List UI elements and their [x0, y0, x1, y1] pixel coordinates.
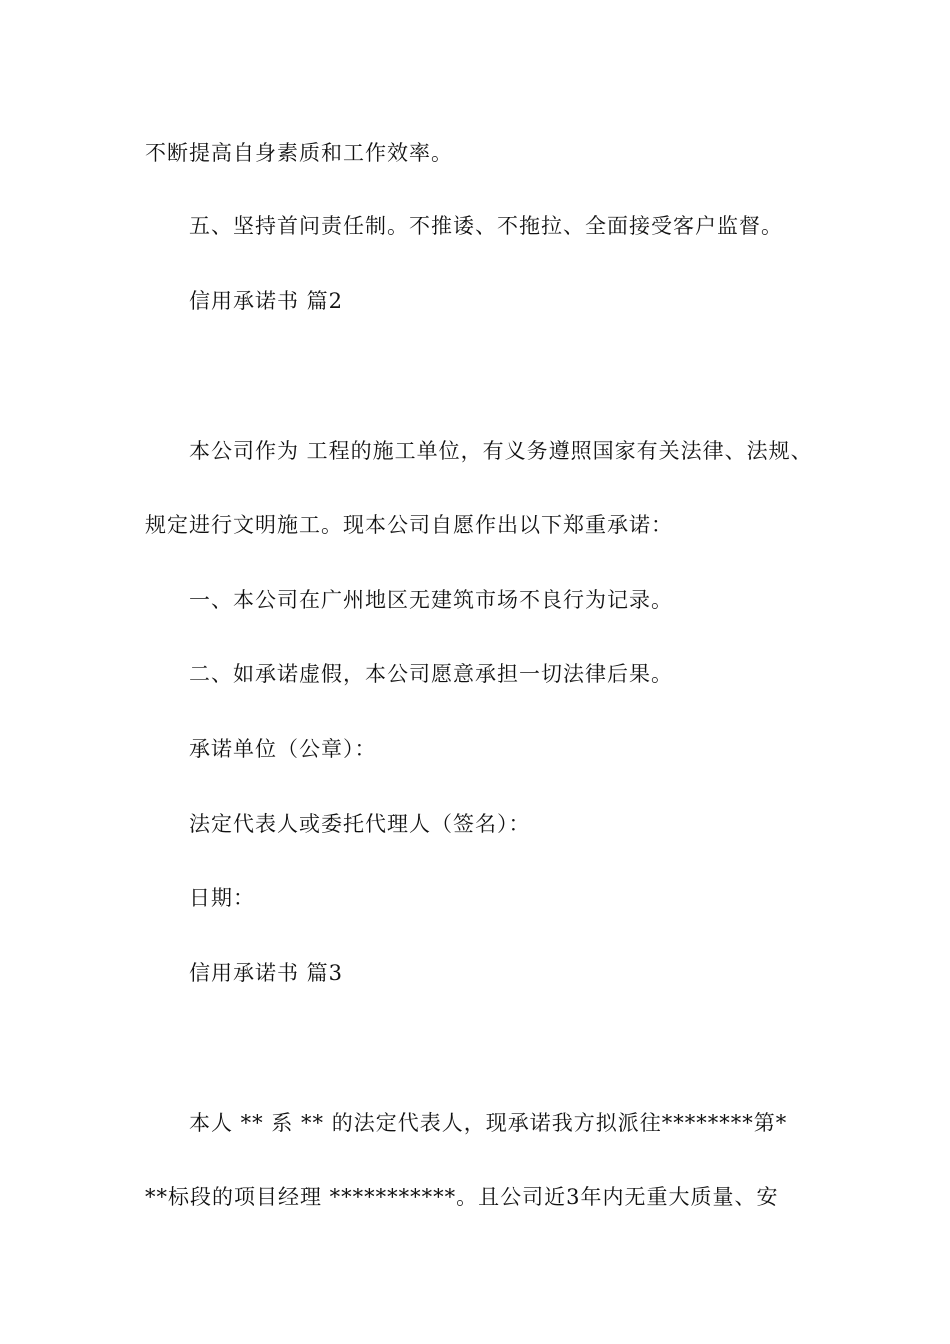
section-heading-2: 信用承诺书 篇2: [189, 289, 344, 313]
signature-representative-label: 法定代表人或委托代理人（签名）：: [189, 812, 531, 836]
date-label: 日期：: [189, 886, 255, 910]
paragraph-item-one: 一、本公司在广州地区无建筑市场不良行为记录。: [189, 588, 673, 612]
paragraph-commitment-line-2: **标段的项目经理 ***********。且公司近3年内无重大质量、安: [145, 1185, 779, 1209]
paragraph-intro-line-2: 规定进行文明施工。现本公司自愿作出以下郑重承诺：: [145, 513, 673, 537]
paragraph-commitment-line-1: 本人 ** 系 ** 的法定代表人，现承诺我方拟派往********第*: [189, 1111, 788, 1135]
signature-unit-label: 承诺单位（公章）：: [189, 737, 377, 761]
section-heading-3: 信用承诺书 篇3: [189, 961, 344, 985]
paragraph-intro-line-1: 本公司作为 工程的施工单位，有义务遵照国家有关法律、法规、: [189, 439, 813, 463]
paragraph-continuation: 不断提高自身素质和工作效率。: [145, 141, 453, 165]
paragraph-item-five: 五、坚持首问责任制。不推诿、不拖拉、全面接受客户监督。: [189, 214, 783, 238]
paragraph-item-two: 二、如承诺虚假，本公司愿意承担一切法律后果。: [189, 662, 673, 686]
